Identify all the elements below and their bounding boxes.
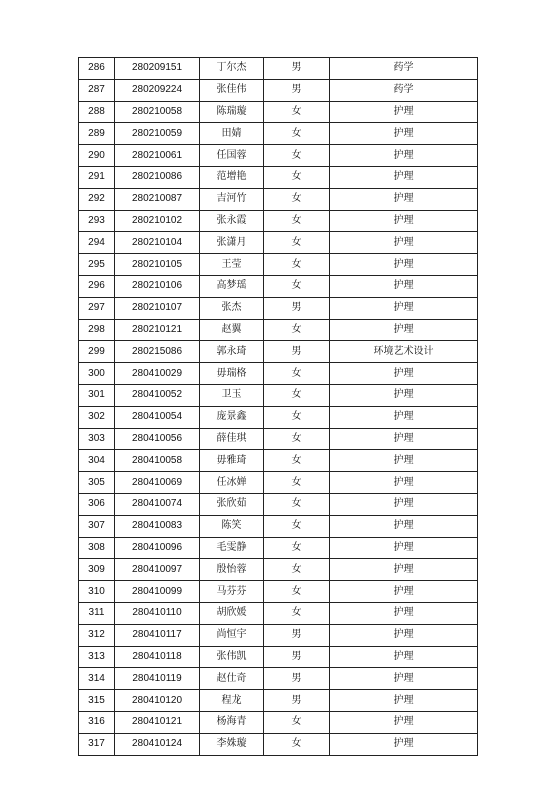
name-cell: 王莹 <box>200 254 264 276</box>
table-row <box>79 581 478 603</box>
student-id-cell: 280410117 <box>115 624 200 646</box>
major-cell: 护理 <box>330 406 478 428</box>
major-cell: 护理 <box>330 646 478 668</box>
name-cell: 张伟凯 <box>200 646 264 668</box>
gender-cell: 女 <box>264 733 330 755</box>
student-id-cell: 280410054 <box>115 406 200 428</box>
table-row <box>79 79 478 101</box>
table-row <box>79 341 478 363</box>
gender-cell: 女 <box>264 232 330 254</box>
name-cell: 赵翼 <box>200 319 264 341</box>
table-row <box>79 123 478 145</box>
seq-cell: 290 <box>79 145 115 167</box>
seq-cell: 306 <box>79 493 115 515</box>
table-row <box>79 624 478 646</box>
student-id-cell: 280210104 <box>115 232 200 254</box>
name-cell: 毛雯静 <box>200 537 264 559</box>
table-row <box>79 406 478 428</box>
student-id-cell: 280410083 <box>115 515 200 537</box>
student-id-cell: 280410096 <box>115 537 200 559</box>
student-id-cell: 280410121 <box>115 711 200 733</box>
seq-cell: 314 <box>79 668 115 690</box>
major-cell: 护理 <box>330 101 478 123</box>
seq-cell: 316 <box>79 711 115 733</box>
major-cell: 护理 <box>330 319 478 341</box>
student-id-cell: 280215086 <box>115 341 200 363</box>
seq-cell: 308 <box>79 537 115 559</box>
table-row <box>79 166 478 188</box>
major-cell: 护理 <box>330 166 478 188</box>
gender-cell: 女 <box>264 275 330 297</box>
name-cell: 胡欣媛 <box>200 602 264 624</box>
major-cell: 护理 <box>330 384 478 406</box>
seq-cell: 304 <box>79 450 115 472</box>
student-id-cell: 280210106 <box>115 275 200 297</box>
major-cell: 护理 <box>330 602 478 624</box>
table-row <box>79 384 478 406</box>
student-id-cell: 280210087 <box>115 188 200 210</box>
major-cell: 护理 <box>330 123 478 145</box>
name-cell: 任国蓉 <box>200 145 264 167</box>
roster-body <box>79 58 478 756</box>
seq-cell: 312 <box>79 624 115 646</box>
student-id-cell: 280210105 <box>115 254 200 276</box>
name-cell: 高梦瑶 <box>200 275 264 297</box>
student-id-cell: 280410058 <box>115 450 200 472</box>
student-id-cell: 280210121 <box>115 319 200 341</box>
student-id-cell: 280410056 <box>115 428 200 450</box>
major-cell: 护理 <box>330 254 478 276</box>
major-cell: 护理 <box>330 559 478 581</box>
major-cell: 护理 <box>330 668 478 690</box>
major-cell: 护理 <box>330 624 478 646</box>
gender-cell: 女 <box>264 515 330 537</box>
student-id-cell: 280410052 <box>115 384 200 406</box>
name-cell: 殷怡蓉 <box>200 559 264 581</box>
major-cell: 药学 <box>330 79 478 101</box>
table-row <box>79 58 478 80</box>
table-row <box>79 232 478 254</box>
gender-cell: 男 <box>264 79 330 101</box>
seq-cell: 292 <box>79 188 115 210</box>
gender-cell: 男 <box>264 624 330 646</box>
gender-cell: 男 <box>264 646 330 668</box>
table-row <box>79 668 478 690</box>
name-cell: 张杰 <box>200 297 264 319</box>
name-cell: 张欣茹 <box>200 493 264 515</box>
student-id-cell: 280410110 <box>115 602 200 624</box>
gender-cell: 女 <box>264 472 330 494</box>
table-row <box>79 188 478 210</box>
name-cell: 李姝璇 <box>200 733 264 755</box>
table-row <box>79 297 478 319</box>
gender-cell: 女 <box>264 537 330 559</box>
gender-cell: 女 <box>264 602 330 624</box>
gender-cell: 女 <box>264 101 330 123</box>
gender-cell: 女 <box>264 450 330 472</box>
student-id-cell: 280209224 <box>115 79 200 101</box>
seq-cell: 311 <box>79 602 115 624</box>
name-cell: 张永霞 <box>200 210 264 232</box>
seq-cell: 317 <box>79 733 115 755</box>
name-cell: 庞景鑫 <box>200 406 264 428</box>
student-id-cell: 280210102 <box>115 210 200 232</box>
table-row <box>79 428 478 450</box>
name-cell: 张佳伟 <box>200 79 264 101</box>
gender-cell: 女 <box>264 166 330 188</box>
major-cell: 护理 <box>330 450 478 472</box>
seq-cell: 289 <box>79 123 115 145</box>
gender-cell: 女 <box>264 254 330 276</box>
major-cell: 护理 <box>330 232 478 254</box>
gender-cell: 女 <box>264 145 330 167</box>
table-row <box>79 363 478 385</box>
major-cell: 护理 <box>330 493 478 515</box>
gender-cell: 女 <box>264 581 330 603</box>
student-id-cell: 280410120 <box>115 690 200 712</box>
seq-cell: 288 <box>79 101 115 123</box>
table-row <box>79 559 478 581</box>
gender-cell: 女 <box>264 384 330 406</box>
gender-cell: 女 <box>264 406 330 428</box>
student-id-cell: 280410069 <box>115 472 200 494</box>
seq-cell: 299 <box>79 341 115 363</box>
seq-cell: 310 <box>79 581 115 603</box>
seq-cell: 298 <box>79 319 115 341</box>
name-cell: 郭永琦 <box>200 341 264 363</box>
table-row <box>79 690 478 712</box>
name-cell: 赵仕奇 <box>200 668 264 690</box>
student-id-cell: 280210059 <box>115 123 200 145</box>
major-cell: 药学 <box>330 58 478 80</box>
table-row <box>79 733 478 755</box>
student-id-cell: 280210107 <box>115 297 200 319</box>
seq-cell: 303 <box>79 428 115 450</box>
major-cell: 护理 <box>330 210 478 232</box>
seq-cell: 315 <box>79 690 115 712</box>
seq-cell: 294 <box>79 232 115 254</box>
table-row <box>79 602 478 624</box>
student-id-cell: 280410097 <box>115 559 200 581</box>
major-cell: 护理 <box>330 275 478 297</box>
gender-cell: 女 <box>264 123 330 145</box>
name-cell: 吉河竹 <box>200 188 264 210</box>
name-cell: 薛佳琪 <box>200 428 264 450</box>
name-cell: 尚恒宇 <box>200 624 264 646</box>
student-id-cell: 280210061 <box>115 145 200 167</box>
name-cell: 陈笑 <box>200 515 264 537</box>
seq-cell: 291 <box>79 166 115 188</box>
seq-cell: 301 <box>79 384 115 406</box>
seq-cell: 293 <box>79 210 115 232</box>
seq-cell: 300 <box>79 363 115 385</box>
name-cell: 毋雅琦 <box>200 450 264 472</box>
gender-cell: 女 <box>264 319 330 341</box>
student-id-cell: 280410029 <box>115 363 200 385</box>
major-cell: 护理 <box>330 733 478 755</box>
name-cell: 马芬芬 <box>200 581 264 603</box>
table-row <box>79 210 478 232</box>
seq-cell: 305 <box>79 472 115 494</box>
student-id-cell: 280410099 <box>115 581 200 603</box>
gender-cell: 女 <box>264 210 330 232</box>
seq-cell: 302 <box>79 406 115 428</box>
student-id-cell: 280410118 <box>115 646 200 668</box>
gender-cell: 男 <box>264 668 330 690</box>
major-cell: 护理 <box>330 690 478 712</box>
table-row <box>79 493 478 515</box>
gender-cell: 女 <box>264 711 330 733</box>
seq-cell: 287 <box>79 79 115 101</box>
major-cell: 护理 <box>330 145 478 167</box>
gender-cell: 男 <box>264 690 330 712</box>
table-row <box>79 254 478 276</box>
student-id-cell: 280410074 <box>115 493 200 515</box>
gender-cell: 女 <box>264 188 330 210</box>
gender-cell: 男 <box>264 341 330 363</box>
name-cell: 张潇月 <box>200 232 264 254</box>
major-cell: 环境艺术设计 <box>330 341 478 363</box>
major-cell: 护理 <box>330 537 478 559</box>
student-id-cell: 280209151 <box>115 58 200 80</box>
major-cell: 护理 <box>330 515 478 537</box>
name-cell: 丁尔杰 <box>200 58 264 80</box>
gender-cell: 女 <box>264 363 330 385</box>
major-cell: 护理 <box>330 472 478 494</box>
major-cell: 护理 <box>330 188 478 210</box>
table-row <box>79 646 478 668</box>
gender-cell: 男 <box>264 58 330 80</box>
name-cell: 卫玉 <box>200 384 264 406</box>
major-cell: 护理 <box>330 363 478 385</box>
gender-cell: 女 <box>264 428 330 450</box>
gender-cell: 女 <box>264 559 330 581</box>
name-cell: 杨海青 <box>200 711 264 733</box>
table-row <box>79 711 478 733</box>
seq-cell: 313 <box>79 646 115 668</box>
student-id-cell: 280210058 <box>115 101 200 123</box>
name-cell: 程龙 <box>200 690 264 712</box>
name-cell: 毋瑞格 <box>200 363 264 385</box>
table-row <box>79 472 478 494</box>
seq-cell: 296 <box>79 275 115 297</box>
student-roster-table <box>78 57 478 756</box>
major-cell: 护理 <box>330 581 478 603</box>
name-cell: 任冰婵 <box>200 472 264 494</box>
student-id-cell: 280410124 <box>115 733 200 755</box>
student-id-cell: 280210086 <box>115 166 200 188</box>
major-cell: 护理 <box>330 428 478 450</box>
seq-cell: 307 <box>79 515 115 537</box>
student-id-cell: 280410119 <box>115 668 200 690</box>
seq-cell: 309 <box>79 559 115 581</box>
major-cell: 护理 <box>330 297 478 319</box>
seq-cell: 286 <box>79 58 115 80</box>
table-row <box>79 450 478 472</box>
major-cell: 护理 <box>330 711 478 733</box>
seq-cell: 297 <box>79 297 115 319</box>
name-cell: 陈瑞璇 <box>200 101 264 123</box>
table-row <box>79 319 478 341</box>
gender-cell: 女 <box>264 493 330 515</box>
name-cell: 田婧 <box>200 123 264 145</box>
gender-cell: 男 <box>264 297 330 319</box>
table-row <box>79 275 478 297</box>
table-row <box>79 101 478 123</box>
seq-cell: 295 <box>79 254 115 276</box>
table-row <box>79 537 478 559</box>
table-row <box>79 145 478 167</box>
table-row <box>79 515 478 537</box>
name-cell: 范增艳 <box>200 166 264 188</box>
